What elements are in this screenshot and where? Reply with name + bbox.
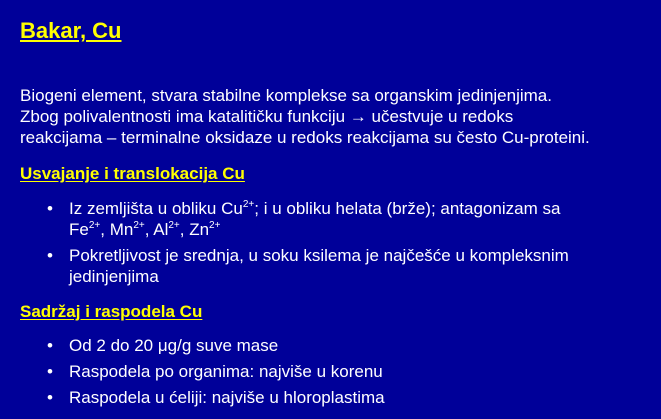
content-list — [44, 335, 654, 413]
list-item — [44, 361, 654, 382]
list-item — [44, 335, 654, 356]
list-item-text: Od 2 do 20 μg/g suve mase — [69, 336, 279, 355]
bullet-icon: • — [47, 246, 53, 265]
bullet-icon: • — [47, 388, 53, 407]
list-item-line: Iz zemljišta u obliku $Cu^{2+}$; i u obliku helata (brže); antagonizam sa — [69, 199, 561, 218]
intro-line: reakcijama – terminalne oksidaze u redoks reakcijama su često Cu-proteini. — [20, 128, 590, 147]
uptake-list — [44, 198, 654, 292]
list-item-line: jedinjenjima — [69, 267, 159, 286]
bullet-icon: • — [47, 362, 53, 381]
slide-title: Bakar, Cu — [20, 18, 122, 43]
list-item-line: $Fe^{2+}$, $Mn^{2+}$, $Al^{2+}$, $Zn^{2+}$ — [69, 220, 221, 239]
section-heading-content: Sadržaj i raspodela Cu — [20, 302, 203, 321]
bullet-icon: • — [47, 336, 53, 355]
list-item — [44, 245, 654, 287]
intro-paragraph — [20, 85, 655, 148]
section-heading-uptake: Usvajanje i translokacija Cu — [20, 164, 245, 183]
list-item-text: Raspodela po organima: najviše u korenu — [69, 362, 383, 381]
intro-line: Zbog polivalentnosti ima katalitičku funkciju → učestvuje u redoks — [20, 107, 514, 126]
list-item — [44, 387, 654, 408]
bullet-icon: • — [47, 199, 53, 218]
list-item-line: Pokretljivost je srednja, u soku ksilema je najčešće u kompleksnim — [69, 246, 569, 265]
list-item-text: Raspodela u ćeliji: najviše u hloroplastima — [69, 388, 385, 407]
list-item — [44, 198, 654, 240]
intro-line: Biogeni element, stvara stabilne komplekse sa organskim jedinjenjima. — [20, 86, 552, 105]
